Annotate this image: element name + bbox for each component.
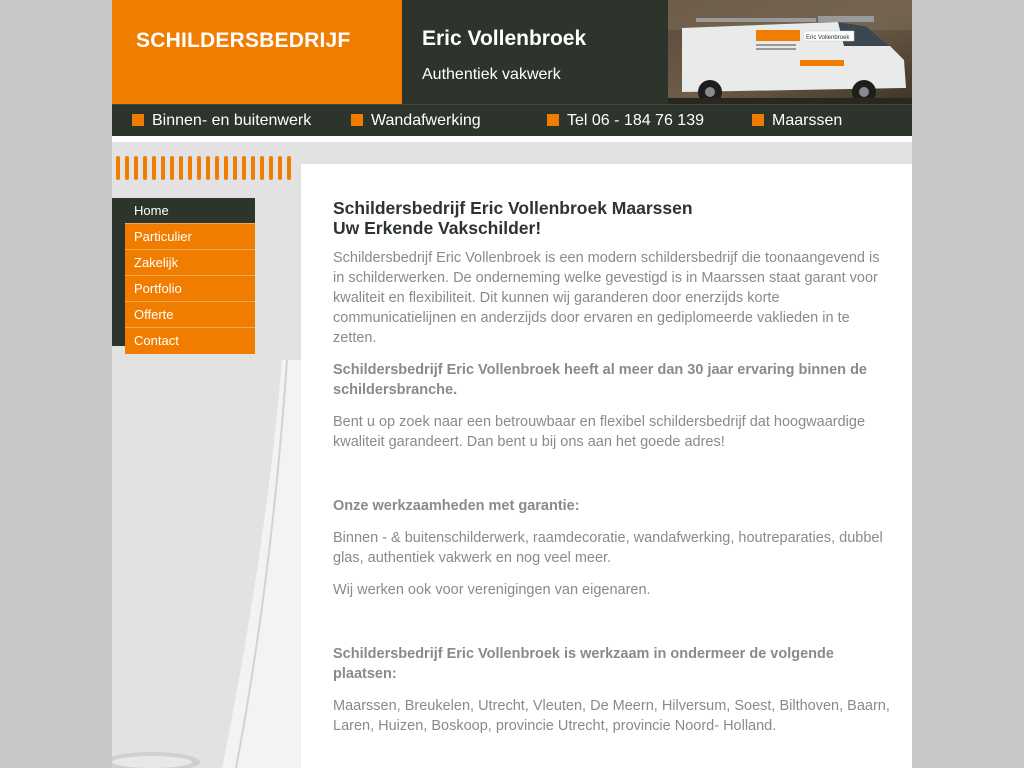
- info-item-wandafwerking: [351, 111, 481, 131]
- info-label: Binnen- en buitenwerk: [152, 112, 312, 129]
- experience-paragraph: Schildersbedrijf Eric Vollenbroek heeft al meer dan 30 jaar ervaring binnen de schildersbranche.: [333, 362, 867, 398]
- nav-item-home[interactable]: Home: [125, 198, 255, 223]
- info-label: Wandafwerking: [371, 112, 481, 129]
- van-caption: Eric Vollenbroek: [806, 35, 850, 41]
- info-label: Tel 06 - 184 76 139: [567, 112, 704, 129]
- info-item-phone: [547, 111, 704, 131]
- nav-item-particulier[interactable]: Particulier: [125, 224, 255, 249]
- services-paragraph: Binnen - & buitenschilderwerk, raamdecoratie, wandafwerking, houtreparaties, dubbel glas, authentiek vakwerk en nog veel meer.: [333, 530, 883, 566]
- vve-paragraph: Wij werken ook voor verenigingen van eigenaren.: [333, 582, 651, 598]
- info-item-location: [752, 111, 842, 131]
- main-nav: [112, 198, 255, 346]
- bullet-square-icon: [547, 114, 559, 126]
- page-title-line1: Schildersbedrijf Eric Vollenbroek Maarssen: [333, 198, 693, 218]
- info-bar: [112, 104, 912, 136]
- company-name: Eric Vollenbroek: [422, 27, 587, 50]
- bullet-square-icon: [132, 114, 144, 126]
- logo-text: SCHILDERSBEDRIJF: [136, 29, 351, 52]
- nav-item-contact[interactable]: Contact: [125, 328, 255, 354]
- reliability-paragraph: Bent u op zoek naar een betrouwbaar en flexibel schildersbedrijf dat hoogwaardige kwaliteit garandeert. Dan bent u bij ons aan het goede adres!: [333, 414, 866, 450]
- main-content: [301, 164, 912, 768]
- intro-paragraph: Schildersbedrijf Eric Vollenbroek is een modern schildersbedrijf die toonaangevend is in schilderwerken. De onderneming welke gevestigd is in Maarssen staat garant voor kwaliteit en flexibiliteit. Dit kunnen wij garanderen door enerzijds korte communicatielijnen en anderzijds door ervaren en gediplomeerde vaklieden in te zetten.: [333, 250, 880, 346]
- divider-strip: [112, 136, 912, 142]
- content-body: [333, 198, 893, 748]
- locations-heading: Schildersbedrijf Eric Vollenbroek is werkzaam in ondermeer de volgende plaatsen:: [333, 646, 834, 682]
- info-item-binnen-buitenwerk: [132, 111, 311, 131]
- paintbrush-bristles-icon: [116, 156, 294, 180]
- header: [112, 0, 912, 104]
- sidebar-decoration: [112, 360, 301, 768]
- info-label: Maarssen: [772, 112, 843, 129]
- services-heading: Onze werkzaamheden met garantie:: [333, 498, 580, 514]
- tagline: Authentiek vakwerk: [422, 66, 561, 83]
- nav-item-zakelijk[interactable]: Zakelijk: [125, 250, 255, 275]
- nav-item-offerte[interactable]: Offerte: [125, 302, 255, 327]
- logo-block[interactable]: [112, 0, 402, 104]
- van-logo-plate: [756, 30, 800, 41]
- bullet-square-icon: [752, 114, 764, 126]
- page-title: [333, 198, 893, 238]
- bullet-square-icon: [351, 114, 363, 126]
- locations-paragraph: Maarssen, Breukelen, Utrecht, Vleuten, De Meern, Hilversum, Soest, Bilthoven, Baarn, Laren, Huizen, Boskoop, provincie Utrecht, provincie Noord- Holland.: [333, 698, 890, 734]
- nav-item-portfolio[interactable]: Portfolio: [125, 276, 255, 301]
- van-photo: [668, 0, 912, 104]
- page-title-line2: Uw Erkende Vakschilder!: [333, 218, 542, 238]
- page: [112, 0, 912, 768]
